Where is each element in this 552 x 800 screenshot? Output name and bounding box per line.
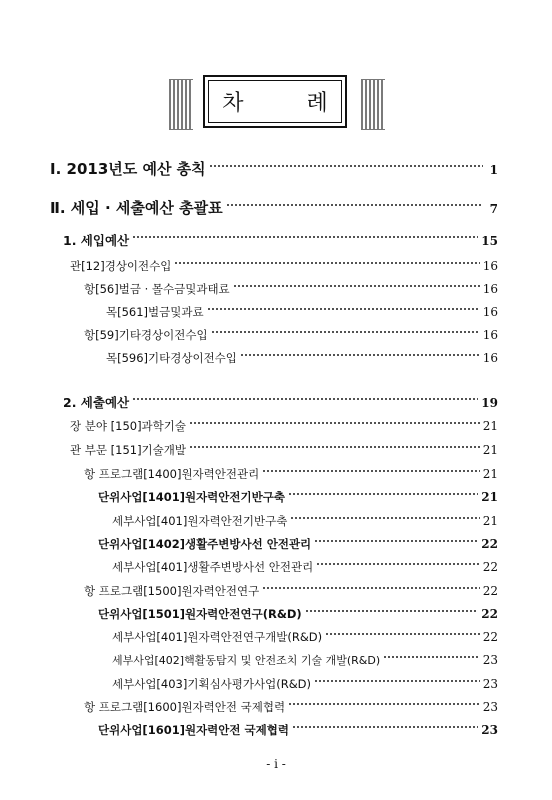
title-right-stripe (361, 79, 385, 130)
toc-label: 1. 세입예산 (63, 233, 130, 248)
toc-label: 목[561]벌금및과료 (106, 305, 204, 319)
toc-entry[interactable] (98, 489, 498, 505)
toc-entry[interactable] (70, 258, 498, 274)
toc-label: 항 프로그램[1600]원자력안전 국제협력 (84, 700, 286, 714)
toc-entry[interactable] (106, 304, 498, 320)
toc-entry[interactable] (98, 536, 498, 552)
toc-page-number: 19 (481, 396, 498, 410)
toc-entry[interactable] (84, 327, 498, 343)
leader-dots (132, 235, 478, 239)
toc-label: 세부사업[403]기획심사평가사업(R&D) (112, 677, 312, 691)
toc-page-number: 7 (489, 202, 498, 216)
page-title: 차 례 (222, 91, 356, 116)
toc-page-number: 23 (481, 723, 498, 737)
toc-page-number: 16 (482, 282, 498, 296)
toc-label: 관[12]경상이전수입 (70, 259, 172, 273)
toc-entry[interactable] (70, 418, 498, 434)
toc-entry[interactable] (112, 676, 498, 692)
toc-page-number: 23 (482, 653, 498, 667)
leader-dots (132, 397, 478, 401)
leader-dots (288, 702, 480, 706)
toc-entry[interactable] (98, 606, 498, 622)
toc-label: 2. 세출예산 (63, 395, 130, 410)
toc-page-number: 1 (489, 163, 498, 177)
leader-dots (240, 353, 480, 357)
leader-dots (233, 284, 480, 288)
toc-entry[interactable] (84, 583, 498, 599)
toc-label: 단위사업[1401]원자력안전기반구축 (98, 490, 285, 504)
leader-dots (189, 445, 480, 449)
toc-page-number: 22 (481, 607, 498, 621)
leader-dots (305, 609, 479, 613)
toc-label: 항 프로그램[1500]원자력안전연구 (84, 584, 260, 598)
toc-page-number: 16 (482, 351, 498, 365)
toc-page-number: 21 (482, 443, 498, 457)
leader-dots (314, 539, 478, 543)
toc-entry[interactable] (106, 350, 498, 366)
toc-page-number: 22 (481, 537, 498, 551)
leader-dots (189, 421, 480, 425)
title-box-inner (208, 80, 356, 123)
page-footer-number: - i - (266, 757, 286, 771)
toc-page-number: 22 (482, 584, 498, 598)
leader-dots (211, 330, 480, 334)
toc-label: 목[596]기타경상이전수입 (106, 351, 237, 365)
leader-dots (262, 586, 480, 590)
leader-dots (292, 725, 478, 729)
toc-label: 항[56]벌금 · 몰수금및과태료 (84, 282, 230, 296)
leader-dots (174, 261, 479, 265)
toc-page-number: 16 (482, 259, 498, 273)
toc-page-number: 23 (482, 677, 498, 691)
toc-entry-chapter-1[interactable] (50, 158, 498, 179)
leader-dots (288, 492, 478, 496)
title-box (203, 75, 356, 128)
toc-page-number: 15 (481, 234, 498, 248)
toc-page-number: 16 (482, 305, 498, 319)
toc-entry[interactable] (112, 559, 498, 575)
toc-page-number: 21 (481, 490, 498, 504)
toc-entry[interactable] (84, 281, 498, 297)
toc-page-number: 21 (482, 514, 498, 528)
toc-entry[interactable] (84, 466, 498, 482)
toc-label: Ⅱ. 세입 · 세출예산 총괄표 (50, 199, 223, 217)
leader-dots (290, 516, 479, 520)
toc-label: 항[59]기타경상이전수입 (84, 328, 208, 342)
toc-page-number: 21 (482, 467, 498, 481)
toc-entry[interactable] (112, 513, 498, 529)
toc-page-number: 16 (482, 328, 498, 342)
toc-label: 세부사업[401]원자력안전기반구축 (112, 514, 288, 528)
leader-dots (325, 632, 480, 636)
toc-label: 단위사업[1601]원자력안전 국제협력 (98, 723, 289, 737)
leader-dots (262, 469, 480, 473)
toc-label: 세부사업[401]생활주변방사선 안전관리 (112, 560, 314, 574)
toc-page-number: 21 (482, 419, 498, 433)
toc-label: 관 부문 [151]기술개발 (70, 443, 186, 457)
leader-dots (314, 679, 480, 683)
leader-dots (207, 307, 480, 311)
toc-entry-section-expenditure[interactable] (63, 393, 498, 411)
toc-entry-section-revenue[interactable] (63, 231, 498, 249)
toc-label: 단위사업[1402]생활주변방사선 안전관리 (98, 537, 312, 551)
toc-page-number: 23 (482, 700, 498, 714)
toc-entry[interactable] (112, 629, 498, 645)
toc-title-block (169, 75, 385, 132)
toc-label: 장 분야 [150]과학기술 (70, 419, 186, 433)
toc-entry[interactable] (70, 442, 498, 458)
leader-dots (209, 164, 483, 168)
toc-entry-chapter-2[interactable] (50, 197, 498, 218)
toc-label: 단위사업[1501]원자력안전연구(R&D) (98, 607, 302, 621)
title-left-stripe (169, 79, 193, 130)
toc-entry[interactable] (84, 699, 498, 715)
toc-entry[interactable] (98, 722, 498, 738)
leader-dots (383, 655, 480, 659)
leader-dots (316, 562, 480, 566)
toc-label: Ⅰ. 2013년도 예산 총칙 (50, 160, 206, 178)
toc-page-number: 22 (482, 630, 498, 644)
toc-page-number: 22 (482, 560, 498, 574)
toc-label: 항 프로그램[1400]원자력안전관리 (84, 467, 260, 481)
toc-label: 세부사업[401]원자력안전연구개발(R&D) (112, 630, 323, 644)
leader-dots (226, 203, 483, 207)
toc-entry[interactable] (112, 652, 498, 668)
toc-label: 세부사업[402]핵활동탐지 및 안전조치 기술 개발(R&D) (112, 654, 381, 667)
